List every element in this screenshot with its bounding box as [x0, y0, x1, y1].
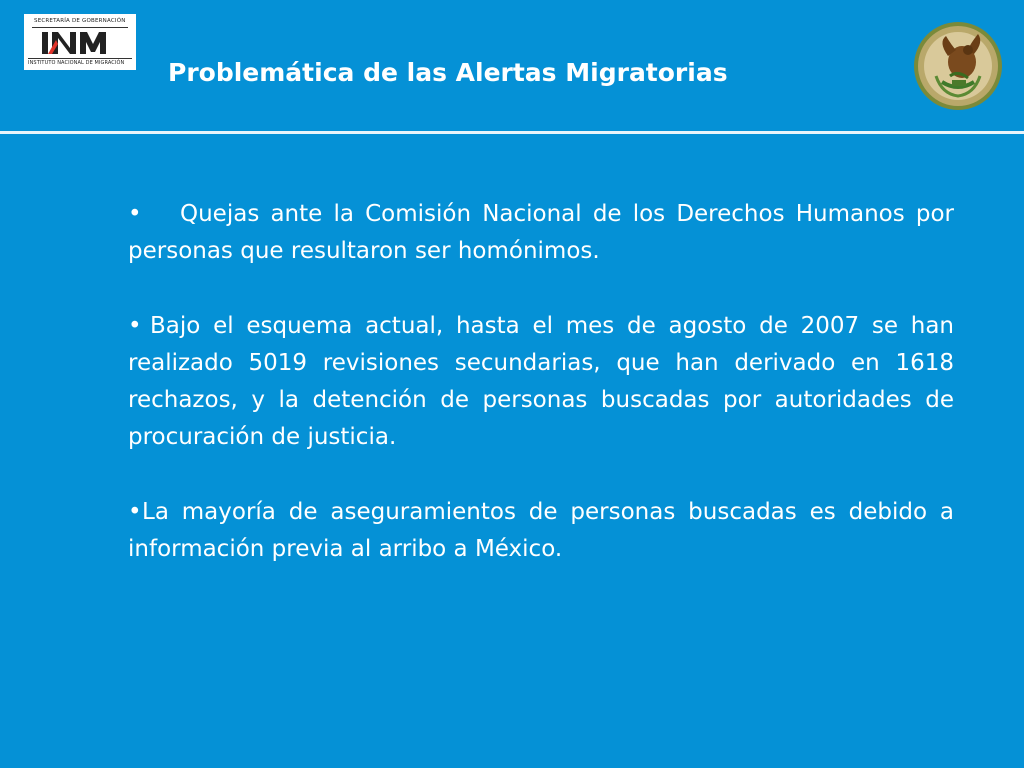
- bullet-item: [128, 308, 954, 456]
- mexico-coat-of-arms-icon: [912, 20, 1004, 112]
- slide-header: [0, 0, 1024, 132]
- bullet-marker: •: [128, 499, 142, 525]
- bullet-marker: •: [128, 313, 142, 339]
- bullet-text: La mayoría de aseguramientos de personas buscadas es debido a información previa al arribo a México.: [128, 499, 954, 562]
- header-divider: [0, 131, 1024, 134]
- bullet-text: Bajo el esquema actual, hasta el mes de agosto de 2007 se han realizado 5019 revisiones secundarias, que han derivado en 1618 rechazos, y la detención de personas buscadas por autoridades de procuración de justicia.: [128, 313, 954, 450]
- bullet-text: Quejas ante la Comisión Nacional de los Derechos Humanos por personas que resultaron ser homónimos.: [128, 201, 954, 264]
- bullet-marker: •: [128, 201, 142, 227]
- bullet-item: [128, 494, 954, 568]
- bullet-item: [128, 196, 954, 270]
- logo-top-rule: [32, 27, 128, 28]
- inm-mark-icon: [42, 30, 120, 56]
- logo-bottom-rule: [28, 58, 132, 59]
- inm-logo: [24, 14, 136, 70]
- logo-top-text: SECRETARÍA DE GOBERNACIÓN: [34, 18, 126, 24]
- slide-title: Problemática de las Alertas Migratorias: [168, 58, 728, 87]
- slide-body: [128, 196, 954, 606]
- logo-bottom-text: INSTITUTO NACIONAL DE MIGRACIÓN: [28, 60, 125, 66]
